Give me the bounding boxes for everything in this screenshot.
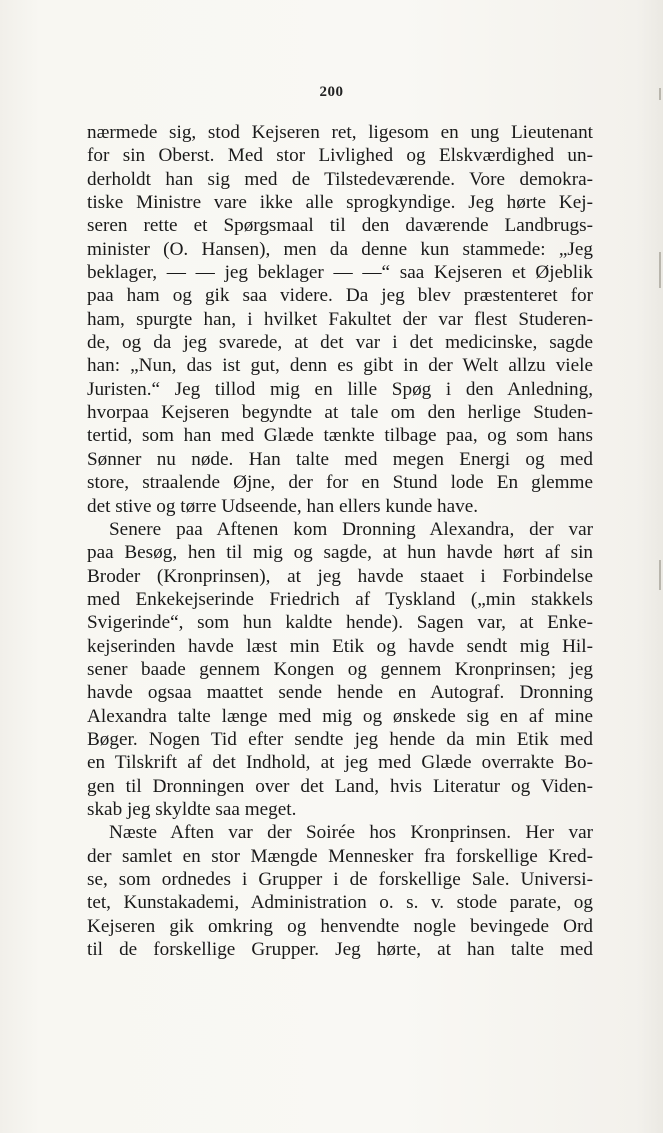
page-number: 200 xyxy=(319,84,344,100)
text-line: nærmede sig, stod Kejseren ret, ligesom en ung Lieutenant xyxy=(87,122,593,143)
text-line: de, og da jeg svarede, at det var i det medicinske, sagde xyxy=(87,332,593,354)
text-line: havde ogsaa maattet sende hende en Autograf. Dronning xyxy=(87,682,593,704)
text-line: en Tilskrift af det Indhold, at jeg med Glæde overrakte Bo- xyxy=(87,752,593,774)
text-line: til de forskellige Grupper. Jeg hørte, at han talte med xyxy=(87,939,593,961)
body-text xyxy=(87,121,593,961)
text-line: seren rette et Spørgsmaal til den daværende Landbrugs- xyxy=(87,215,593,237)
text-line: kejserinden havde læst min Etik og havde sendt mig Hil- xyxy=(87,635,593,657)
text-line: Broder (Kronprinsen), at jeg havde staaet i Forbindelse xyxy=(87,565,593,587)
page-edge-mark xyxy=(659,252,661,288)
page-edge-mark xyxy=(659,560,661,590)
text-line: Kejseren gik omkring og henvendte nogle bevingede Ord xyxy=(87,915,593,937)
text-line: Alexandra talte længe med mig og ønskede sig en af mine xyxy=(87,705,593,727)
text-line: minister (O. Hansen), men da denne kun stammede: „Jeg xyxy=(87,238,593,260)
text-line: der samlet en stor Mængde Mennesker fra forskellige Kred- xyxy=(87,845,593,867)
text-line: det stive og tørre Udseende, han ellers kunde have. xyxy=(87,495,479,517)
text-line: med Enkekejserinde Friedrich af Tyskland („min stakkels xyxy=(87,588,593,610)
text-line: skab jeg skyldte saa meget. xyxy=(87,798,297,820)
text-line: beklager, — — jeg beklager — —“ saa Kejseren et Øjeblik xyxy=(87,262,593,284)
text-line: Næste Aften var der Soirée hos Kronprinsen. Her var xyxy=(109,822,593,844)
text-line: tertid, som han med Glæde tænkte tilbage paa, og som hans xyxy=(87,425,593,447)
text-line: Sønner nu nøde. Han talte med megen Energi og med xyxy=(87,448,593,470)
text-line: hvorpaa Kejseren begyndte at tale om den herlige Studen- xyxy=(87,402,593,424)
text-line: paa ham og gik saa videre. Da jeg blev præstenteret for xyxy=(87,285,593,307)
text-line: Senere paa Aftenen kom Dronning Alexandra, der var xyxy=(109,518,593,540)
text-line: Svigerinde“, som hun kaldte hende). Sagen var, at Enke- xyxy=(87,612,593,634)
text-line: derholdt han sig med de Tilstedeværende. Vore demokra- xyxy=(87,168,593,190)
text-line: tiske Ministre vare ikke alle sprogkyndige. Jeg hørte Kej- xyxy=(87,192,593,214)
text-line: for sin Oberst. Med stor Livlighed og Elskværdighed un- xyxy=(87,145,593,167)
text-line: tet, Kunstakademi, Administration o. s. v. stode parate, og xyxy=(87,892,593,914)
text-line: gen til Dronningen over det Land, hvis Literatur og Viden- xyxy=(87,775,593,797)
text-line: Bøger. Nogen Tid efter sendte jeg hende da min Etik med xyxy=(87,728,593,750)
text-line: sener baade gennem Kongen og gennem Kronprinsen; jeg xyxy=(87,658,593,680)
text-line: se, som ordnedes i Grupper i de forskellige Sale. Universi- xyxy=(87,869,593,890)
text-line: store, straalende Øjne, der for en Stund lode En glemme xyxy=(87,472,593,494)
text-line: han: „Nun, das ist gut, denn es gibt in der Welt allzu viele xyxy=(87,355,593,377)
text-line: Juristen.“ Jeg tillod mig en lille Spøg i den Anledning, xyxy=(87,378,593,400)
text-line: ham, spurgte han, i hvilket Fakultet der var flest Studeren- xyxy=(87,308,593,330)
text-line: paa Besøg, hen til mig og sagde, at hun havde hørt af sin xyxy=(87,542,593,564)
